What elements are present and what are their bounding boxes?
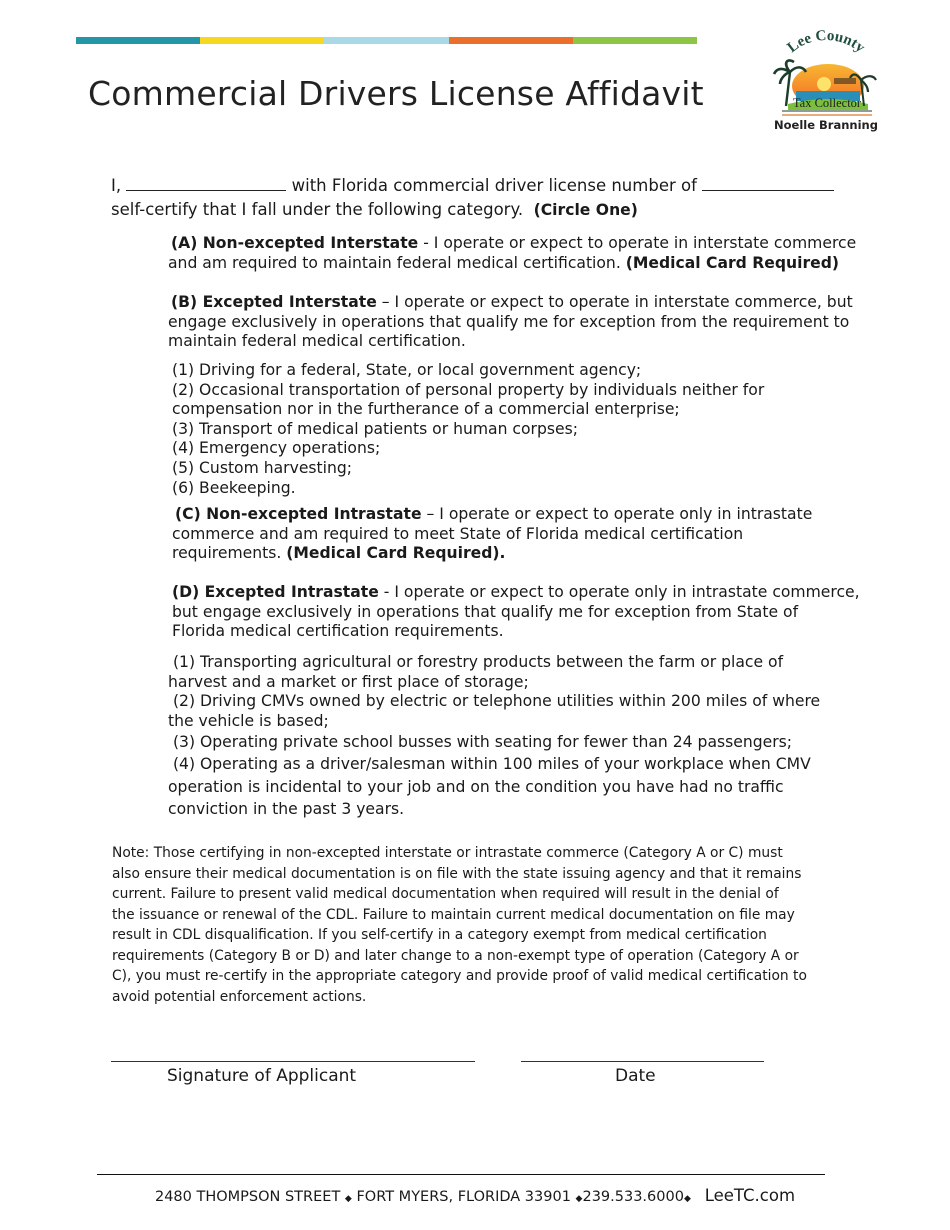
intro-line-2 [111,198,871,222]
medical-card-required: (Medical Card Required). [286,544,506,563]
intro-license-text: with Florida commercial driver license number of [291,176,697,195]
stripe-segment [449,37,573,44]
category-c[interactable] [172,505,872,564]
list-item: (6) Beekeeping. [172,478,296,497]
note-line: requirements (Category B or D) and later change to a non-exempt type of operation (Category A or [112,947,799,964]
separator: - [378,583,395,601]
separator: – [421,505,440,523]
medical-card-required: (Medical Card Required) [625,253,840,272]
intro-statement [111,172,871,222]
category-b-text: engage exclusively in operations that qualify me for exception from the requirement to [168,312,850,331]
note-line: avoid potential enforcement actions. [112,988,367,1005]
category-d-text: I operate or expect to operate only in intrastate commerce, [394,583,860,601]
intro-pronoun: I, [111,176,122,195]
list-item: operation is incidental to your job and on the condition you have had no traffic [168,777,784,796]
category-c-heading: (C) Non-excepted Intrastate [175,505,422,523]
list-item: conviction in the past 3 years. [168,800,405,819]
note-line: result in CDL disqualification. If you self-certify in a category exempt from medical certification [112,927,767,943]
list-item: (4) Operating as a driver/salesman within 100 miles of your workplace when CMV [168,754,811,773]
category-b-exceptions [172,361,764,498]
stripe-segment [76,37,200,44]
stripe-segment [573,37,697,44]
category-c-text: I operate or expect to operate only in intrastate [439,505,813,523]
diamond-separator-icon: ◆ [344,1194,352,1204]
intro-line-1 [111,172,871,198]
category-d-text: Florida medical certification requirements. [172,622,504,641]
category-d[interactable] [172,583,872,642]
footer-phone: 239.533.6000 [582,1189,684,1205]
footer-city: FORT MYERS, FLORIDA 33901 [356,1189,571,1205]
logo-arc-text: Lee County [784,28,868,57]
list-item: compensation nor in the furtherance of a commercial enterprise; [172,400,680,419]
list-item: (2) Occasional transportation of personal property by individuals neither for [172,380,765,399]
category-b-text: I operate or expect to operate in interstate commerce, but [394,293,853,311]
list-item: (1) Transporting agricultural or forestry products between the farm or place of [168,653,784,671]
category-a-heading: (A) Non-excepted Interstate [171,234,419,252]
logo-palm-trunk [786,72,790,106]
footer-website-link[interactable]: LeeTC.com [704,1186,796,1205]
logo-skyline [834,78,856,84]
category-b-text: maintain federal medical certification. [168,332,466,351]
list-item: (3) Operating private school busses with seating for fewer than 24 passengers; [168,733,793,752]
category-c-text: requirements. [172,544,282,563]
footer-contact [0,1186,950,1205]
stripe-segment [200,37,324,44]
logo-official-name: Noelle Branning [774,118,878,132]
category-c-text: commerce and am required to meet State of Florida medical certification [172,524,744,543]
category-a-text: and am required to maintain federal medical certification. [168,253,621,272]
signature-label: Signature of Applicant [167,1066,357,1086]
list-item: (1) Driving for a federal, State, or local government agency; [172,361,642,379]
list-item: (2) Driving CMVs owned by electric or telephone utilities within 200 miles of where [168,692,821,711]
category-b[interactable] [168,293,888,352]
applicant-name-blank[interactable] [126,172,286,191]
note-line: current. Failure to present valid medical documentation when required will result in the denial of [112,886,779,902]
date-line[interactable] [521,1061,764,1062]
separator: - [418,234,434,252]
list-item: (5) Custom harvesting; [172,458,353,477]
footer-address: 2480 THOMPSON STREET [154,1189,341,1205]
color-stripe [76,37,697,44]
category-d-exceptions [168,653,820,820]
signature-line[interactable] [111,1061,475,1062]
list-item: the vehicle is based; [168,711,329,730]
note-line: Note: Those certifying in non-excepted interstate or intrastate commerce (Category A or C) must [112,845,783,861]
note-line: the issuance or renewal of the CDL. Failure to maintain current medical documentation on file may [112,906,795,923]
category-b-heading: (B) Excepted Interstate [171,293,377,311]
note-line: also ensure their medical documentation is on file with the state issuing agency and that it remains [112,865,802,882]
note-line: C), you must re-certify in the appropriate category and provide proof of valid medical certification to [112,968,807,984]
list-item: (4) Emergency operations; [172,439,381,458]
page-title: Commercial Drivers License Affidavit [88,74,704,113]
stripe-segment [324,37,448,44]
footer-rule [97,1174,825,1175]
intro-self-certify-text: self-certify that I fall under the following category. [111,200,524,219]
category-a-text: I operate or expect to operate in interstate commerce [433,234,857,252]
license-number-blank[interactable] [702,172,834,191]
circle-one-instruction: (Circle One) [533,201,638,219]
note-paragraph [112,843,842,1007]
category-a[interactable] [168,234,868,273]
list-item: harvest and a market or first place of storage; [168,672,529,691]
diamond-separator-icon: ◆ [575,1194,583,1204]
category-d-heading: (D) Excepted Intrastate [172,583,379,601]
diamond-separator-icon: ◆ [683,1194,691,1204]
list-item: (3) Transport of medical patients or human corpses; [172,419,578,438]
date-label: Date [615,1066,656,1086]
separator: – [376,293,395,311]
logo-tax-collector-label: Tax Collector [792,96,862,110]
category-d-text: but engage exclusively in operations that qualify me for exception from State of [172,602,799,621]
logo-sun [817,77,831,91]
